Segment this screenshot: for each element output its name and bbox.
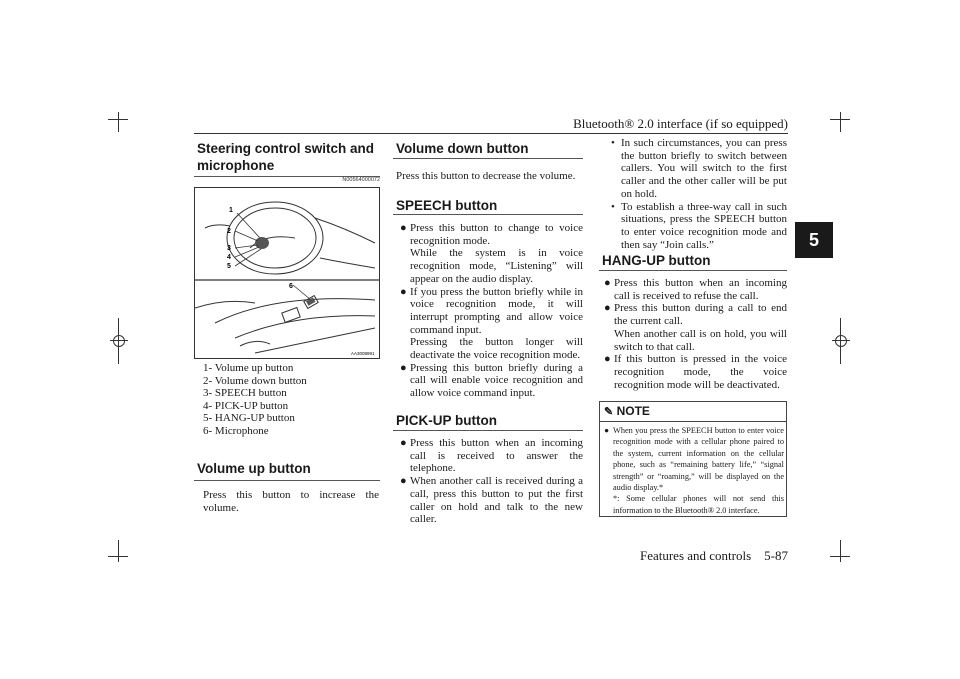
crop-mark: [108, 119, 128, 120]
steering-illustration: [195, 188, 380, 359]
page-header-title: Bluetooth® 2.0 interface (if so equipped): [573, 116, 788, 131]
figure-label: 6: [289, 283, 293, 290]
list-item: • In such circumstances, you can press the button briefly to switch between callers. You will switch to the first caller and the other caller will be put on hold.: [611, 137, 787, 200]
steering-figure: [194, 187, 380, 359]
heading-rule: [194, 480, 380, 481]
list-item: ● Pressing this button briefly during a call will enable voice recognition and allow voice command input.: [400, 361, 583, 400]
list-item: ● Press this button when an incoming call is received to answer the telephone.: [400, 437, 583, 475]
legend-item: 5- HANG-UP button: [203, 412, 295, 424]
section-heading-pickup: PICK-UP button: [396, 413, 497, 428]
list-item: ● If this button is pressed in the voice recognition mode, the voice recognition mode will be deactivated.: [604, 353, 787, 391]
note-text: [604, 425, 784, 516]
speech-list: [400, 222, 583, 400]
legend-item: 2- Volume down button: [203, 374, 307, 387]
registration-circle-right: [835, 335, 847, 347]
hangup-list: [604, 277, 787, 391]
crop-mark: [108, 556, 128, 557]
pickup-list: [400, 437, 583, 526]
figure-label: 3: [227, 245, 231, 252]
section-code: N00564000072: [342, 177, 380, 183]
crop-mark: [118, 112, 119, 132]
note-item: ● When you press the SPEECH button to enter voice recognition mode with a cellular phone paired to the system, current information on the cellular phone, such as “remaining battery life,” “signal strength” or “roaming,” will be displayed on the audio display.*: [604, 426, 784, 493]
list-item: ● If you press the button briefly while in voice recognition mode, it will interrupt prompting and allow voice command input. Pressing the button longer will deactivate the voice recognition mode.: [400, 285, 583, 362]
section-heading-volume-down: Volume down button: [396, 141, 529, 156]
section-heading-speech: SPEECH button: [396, 198, 498, 213]
list-item: • To establish a three-way call in such situations, press the SPEECH button to enter voice recognition mode and then say “Join calls.”: [611, 200, 787, 251]
note-label: ✎ NOTE: [604, 404, 650, 418]
list-item: ● Press this button when an incoming call is received to refuse the call.: [604, 277, 787, 302]
heading-rule: [393, 430, 583, 431]
heading-rule: [393, 158, 583, 159]
legend-item: 6- Microphone: [203, 424, 269, 437]
figure-label: 4: [227, 254, 231, 261]
figure-legend: [203, 362, 373, 437]
legend-item: 3- SPEECH button: [203, 387, 287, 399]
crop-mark: [830, 556, 850, 557]
section-heading-hangup: HANG-UP button: [602, 253, 711, 268]
note-rule: [599, 421, 787, 422]
crop-mark: [840, 540, 841, 562]
crop-mark: [118, 540, 119, 562]
figure-code: AA3008991: [351, 351, 375, 356]
volume-up-text: Press this button to increase the volume.: [203, 489, 379, 514]
legend-item: 4- PICK-UP button: [203, 399, 289, 412]
list-item: ● Press this button to change to voice recognition mode. While the system is in voice recognition mode, “Listening” will appear on the audio display.: [400, 222, 583, 285]
heading-rule: [393, 214, 583, 215]
chapter-tab: 5: [795, 222, 833, 258]
crop-mark: [840, 112, 841, 132]
figure-label: 1: [229, 207, 233, 214]
header-rule: [194, 133, 788, 134]
list-item: ● When another call is received during a call, press this button to put the first caller on hold and talk to the new caller.: [400, 475, 583, 526]
note-pencil-icon: ✎: [604, 406, 614, 418]
page-footer: Features and controls 5-87: [639, 548, 788, 563]
figure-label: 5: [227, 263, 231, 270]
heading-rule: [599, 270, 787, 271]
legend-item: 1- Volume up button: [203, 362, 294, 374]
section-heading-volume-up: Volume up button: [197, 461, 311, 476]
figure-label: 2: [227, 228, 231, 235]
crop-mark: [830, 119, 850, 120]
section-heading-steering: Steering control switch and microphone: [197, 141, 375, 173]
call-sub-list: [611, 137, 787, 251]
volume-down-text: Press this button to decrease the volume.: [396, 170, 576, 182]
registration-circle-left: [113, 335, 125, 347]
list-item: ● Press this button during a call to end the current call. When another call is on hold, you will switch to that call.: [604, 302, 787, 353]
note-footnote: *: Some cellular phones will not send this information to the Bluetooth® 2.0 interface.: [613, 494, 784, 515]
